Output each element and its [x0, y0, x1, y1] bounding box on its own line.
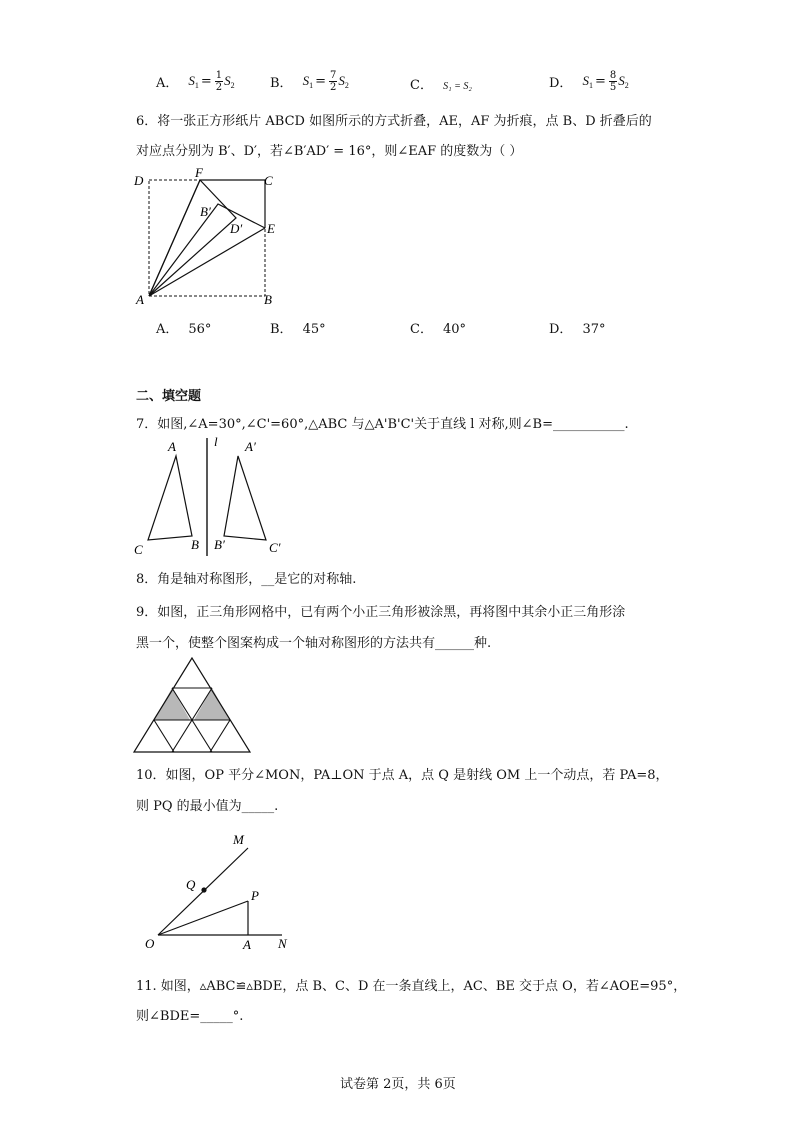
label-B-prime: B′ [214, 537, 225, 552]
label-N: N [278, 936, 287, 951]
q7-symmetry-figure [130, 432, 300, 560]
label-A: A [136, 292, 144, 307]
q6-option-d: D． 37° [549, 322, 606, 337]
q5-option-d: D． $S_1$ = $\frac{8}{5}$ $S_2$ [549, 70, 629, 93]
q5-option-b: B． $S_1$ = $\frac{7}{2}$ $S_2$ [270, 70, 349, 93]
q11-question-line2: 则∠BDE=_____°. [136, 1009, 244, 1024]
q6-option-a: A． 56° [156, 322, 212, 337]
label-C: C [264, 173, 273, 188]
label-O: O [145, 936, 155, 951]
label-A-prime: A′ [245, 439, 256, 454]
label-P: P [251, 888, 259, 903]
q9-question-line2: 黑一个，使整个图案构成一个轴对称图形的方法共有______种. [136, 636, 492, 651]
q6-folding-figure [130, 166, 290, 312]
label-C-prime: C′ [269, 540, 281, 555]
label-D-prime: D′ [230, 221, 243, 236]
label-A: A [243, 937, 251, 952]
section-title: 二、填空题 [136, 389, 202, 404]
q5-option-c: C． S₁ = S₂ [410, 78, 472, 93]
q5-option-a: A． $S_1$ = $\frac{1}{2}$ $S_2$ [156, 70, 235, 93]
q10-angle-figure [140, 828, 300, 954]
label-E: E [267, 221, 275, 236]
label-A: A [168, 439, 176, 454]
q7-question: 7．如图,∠A=30°,∠C'=60°,△ABC 与△A'B'C'关于直线 l 对称,则∠B=___________. [136, 417, 629, 432]
q9-triangle-grid [130, 656, 254, 754]
q8-question: 8．角是轴对称图形，__是它的对称轴. [136, 572, 357, 587]
label-C: C [134, 542, 143, 557]
point-q [201, 887, 206, 892]
q9-question-line1: 9．如图，正三角形网格中，已有两个小正三角形被涂黑，再将图中其余小正三角形涂 [136, 605, 626, 620]
label-F: F [195, 166, 203, 180]
q10-question-line1: 10．如图，OP 平分∠MON，PA⊥ON 于点 A，点 Q 是射线 OM 上一个动点，若 PA=8， [136, 768, 669, 783]
label-M: M [233, 832, 244, 847]
q10-question-line2: 则 PQ 的最小值为_____. [136, 799, 279, 814]
q6-option-c: C． 40° [410, 322, 466, 337]
q11-question-line1: 11. 如图，▵ABC≌▵BDE，点 B、C、D 在一条直线上，AC、BE 交于点 O，若∠AOE=95°， [136, 979, 687, 994]
q6-question-line2: 对应点分别为 B′、D′，若∠B′AD′ = 16°，则∠EAF 的度数为（ ） [136, 144, 523, 159]
triangle-abc [148, 456, 192, 540]
q6-question-line1: 6．将一张正方形纸片 ABCD 如图所示的方式折叠，AE，AF 为折痕，点 B、D 折叠后的 [136, 114, 652, 129]
label-Q: Q [186, 877, 196, 892]
segment-op [158, 901, 248, 935]
outer-triangle [134, 658, 250, 752]
q6-option-b: B． 45° [270, 322, 326, 337]
triangle-abc-prime [224, 456, 266, 540]
page-footer: 试卷第 2页，共 6页 [340, 1077, 456, 1092]
label-B: B [191, 537, 199, 552]
shaded-triangle-right [194, 688, 230, 720]
shaded-triangle-left [154, 688, 190, 720]
label-B: B [264, 292, 272, 307]
label-l: l [214, 434, 218, 449]
label-D: D [134, 173, 144, 188]
label-B-prime: B′ [200, 204, 211, 219]
